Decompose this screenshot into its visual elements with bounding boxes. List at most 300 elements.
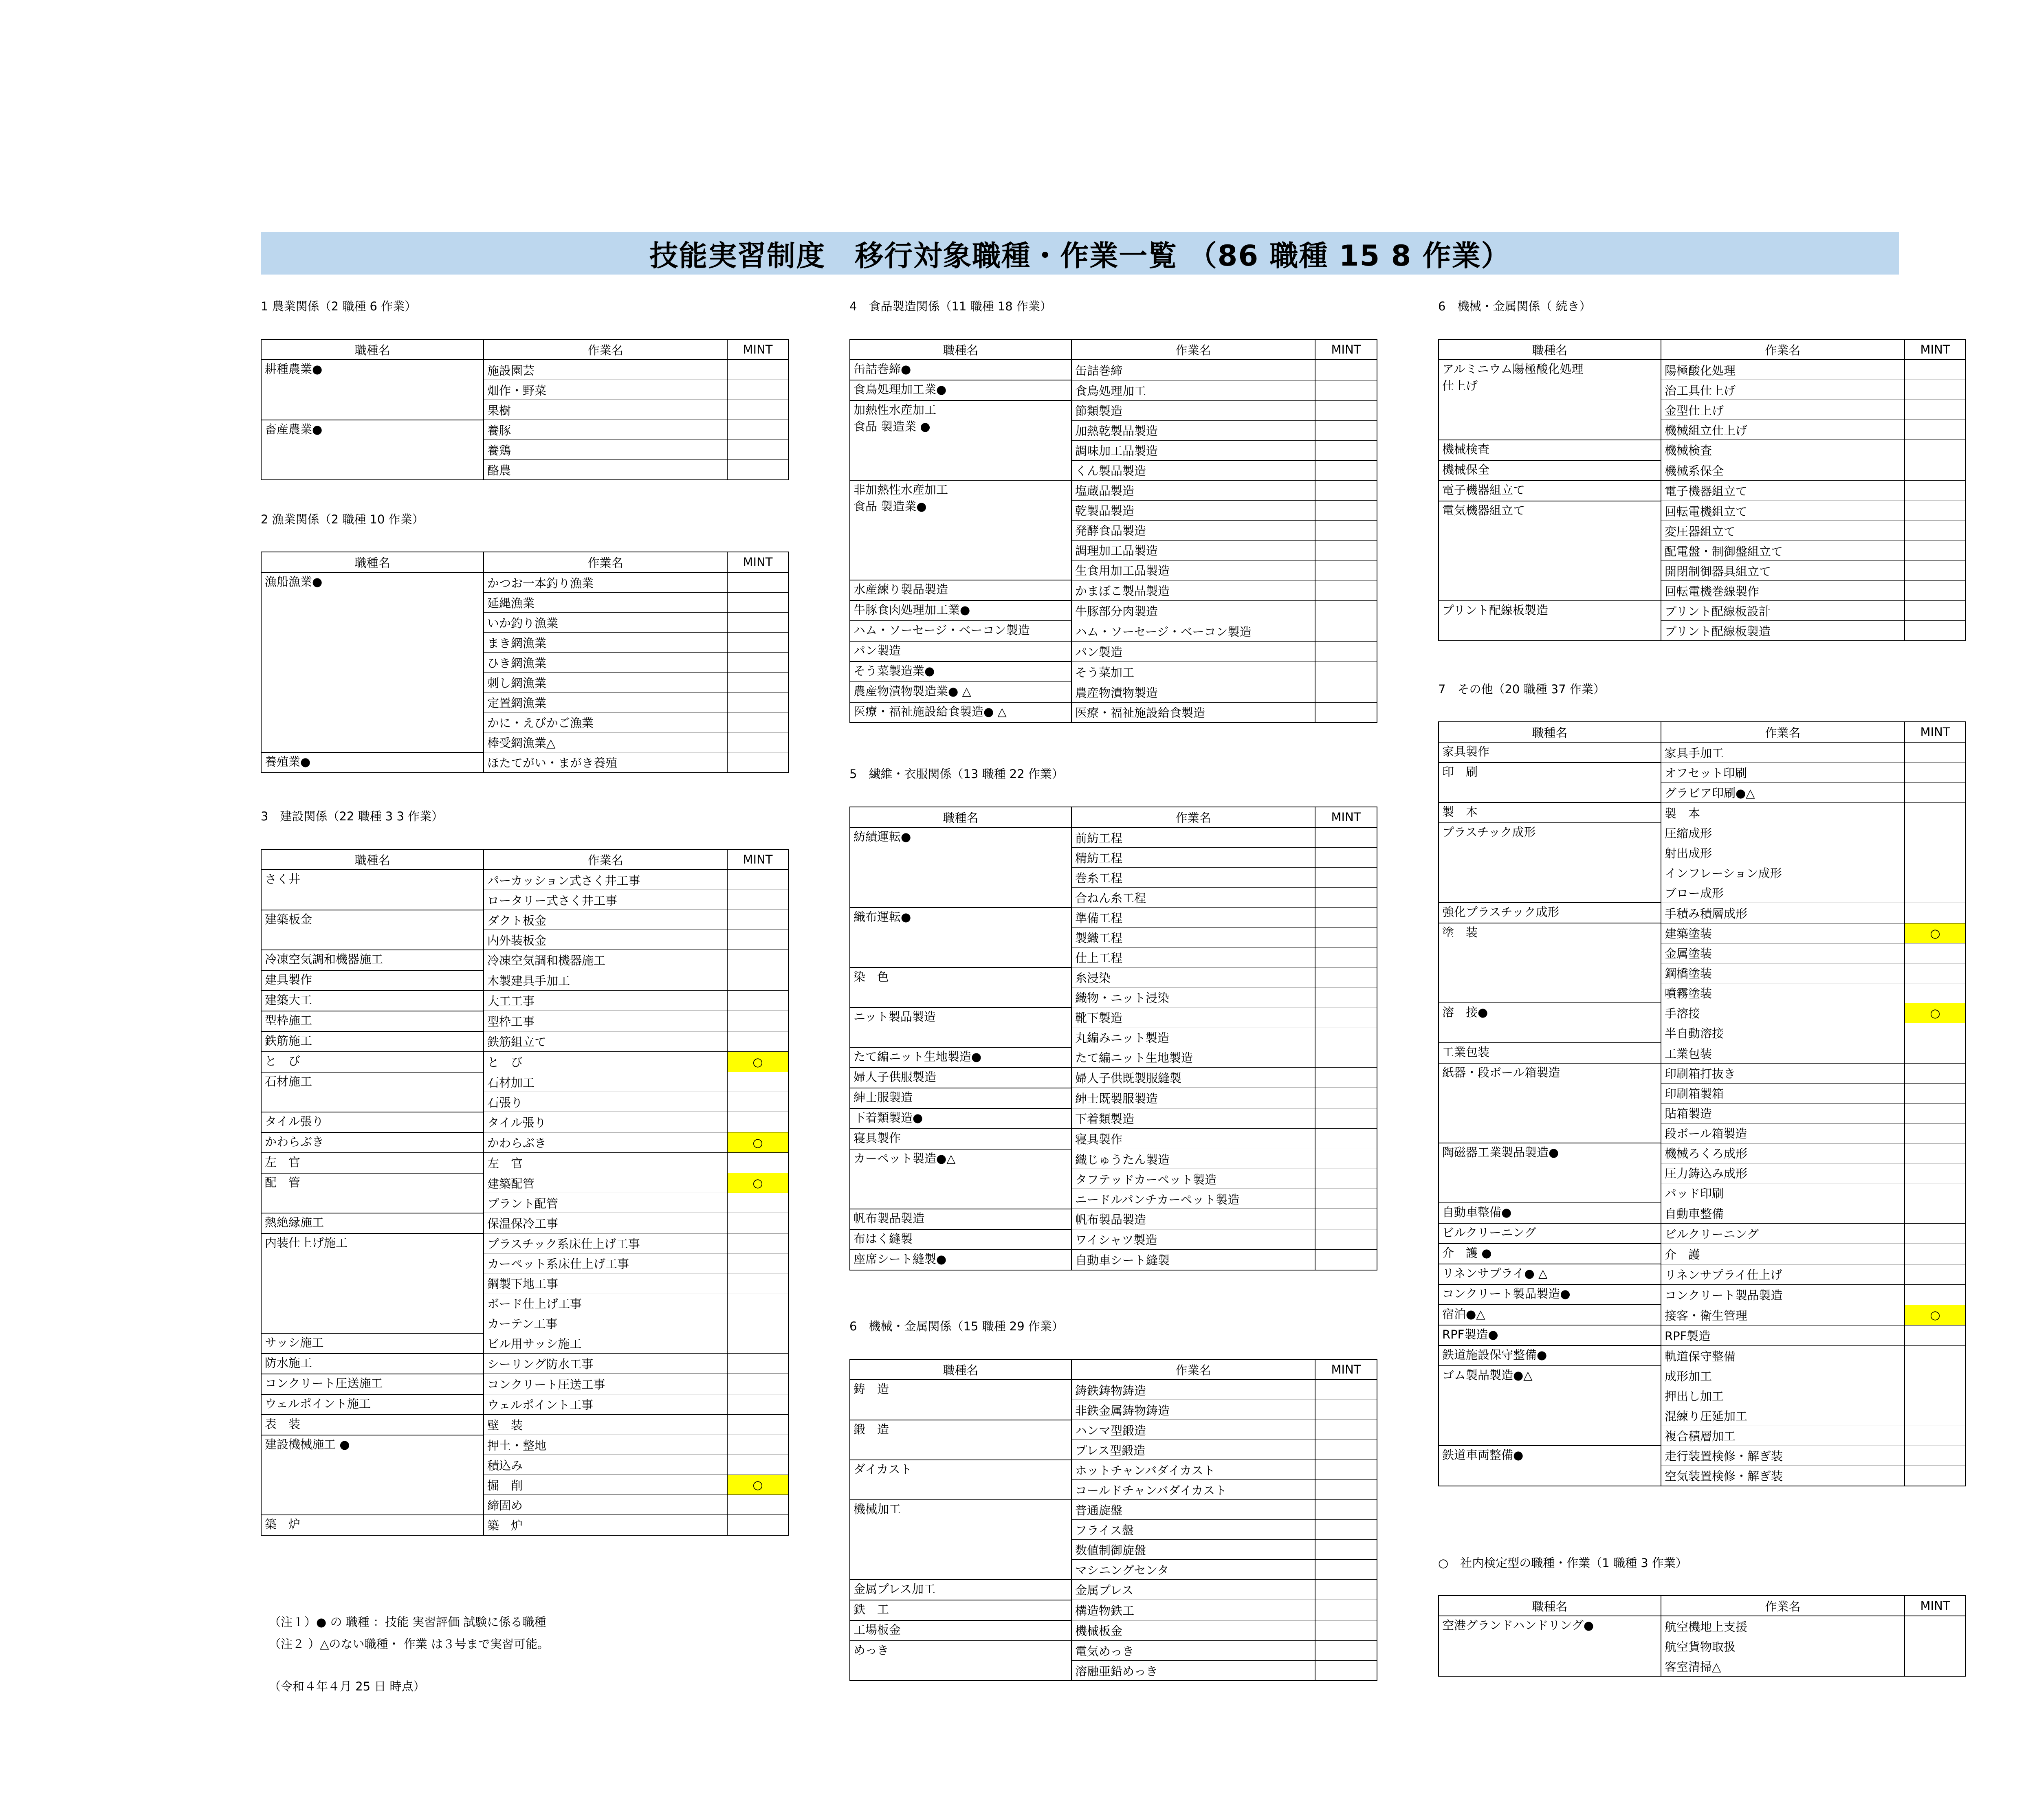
mint-cell — [727, 380, 788, 400]
work-name-cell: 生食用加工品製造 — [1071, 560, 1315, 580]
header-mint: MINT — [1315, 1359, 1377, 1380]
work-name-cell: 節類製造 — [1071, 400, 1315, 420]
work-name-cell: 婦人子供既製服縫製 — [1071, 1068, 1315, 1088]
mint-cell — [1315, 580, 1377, 600]
work-name-cell: 壁 装 — [484, 1415, 727, 1435]
table-row — [850, 967, 1377, 987]
job-name-cell: 金属プレス加工 — [850, 1580, 1071, 1600]
mint-cell — [1905, 802, 1966, 823]
table-row — [1439, 923, 1966, 943]
work-name-cell: ブロー成形 — [1661, 883, 1905, 903]
work-name-cell: 加熱乾製品製造 — [1071, 420, 1315, 440]
mint-cell — [727, 752, 788, 773]
table-row — [850, 1047, 1377, 1068]
job-name-cell: 築 炉 — [261, 1515, 484, 1535]
table-row — [261, 1011, 788, 1031]
job-name-cell: RPF製造● — [1439, 1325, 1661, 1345]
work-name-cell: コンクリート製品製造 — [1661, 1284, 1905, 1305]
table-row — [1439, 1063, 1966, 1083]
mint-cell — [1315, 1189, 1377, 1209]
table-row — [261, 1233, 788, 1253]
mint-cell — [727, 360, 788, 380]
job-name-cell: 塗 装 — [1439, 923, 1661, 1003]
table-row — [1439, 360, 1966, 380]
table-row — [850, 702, 1377, 723]
table-row — [261, 1072, 788, 1092]
work-name-cell: フライス盤 — [1071, 1520, 1315, 1540]
mint-cell — [1315, 1600, 1377, 1620]
mint-cell — [1905, 1123, 1966, 1143]
mint-cell — [1315, 440, 1377, 460]
work-name-cell: 走行装置検修・解ぎ装 — [1661, 1446, 1905, 1466]
header-job-name: 職種名 — [850, 1359, 1071, 1380]
table-row — [261, 420, 788, 440]
mint-cell — [727, 991, 788, 1011]
table-row — [1439, 1305, 1966, 1325]
work-name-cell: RPF製造 — [1661, 1325, 1905, 1345]
section-title: 4 食品製造関係（11 職種 18 作業） — [849, 299, 1052, 313]
header-mint: MINT — [1905, 722, 1966, 742]
work-name-cell: 棒受網漁業△ — [484, 732, 727, 752]
work-name-cell: 大工工事 — [484, 991, 727, 1011]
work-name-cell: 普通旋盤 — [1071, 1500, 1315, 1520]
table-row — [261, 1052, 788, 1072]
job-name-cell: 空港グランドハンドリング● — [1439, 1616, 1661, 1676]
mint-cell — [727, 1415, 788, 1435]
mint-cell — [727, 572, 788, 593]
work-name-cell: プリント配線板製造 — [1661, 621, 1905, 641]
work-name-cell: まき網漁業 — [484, 633, 727, 653]
mint-cell — [1905, 1143, 1966, 1163]
section-title: 2 漁業関係（2 職種 10 作業） — [261, 512, 424, 526]
work-name-cell: 織物・ニット浸染 — [1071, 987, 1315, 1007]
job-name-cell: 鋳 造 — [850, 1380, 1071, 1420]
mint-cell — [727, 1031, 788, 1052]
header-mint: MINT — [1315, 807, 1377, 827]
table-header-row — [1439, 1596, 1966, 1616]
mint-cell — [1315, 1440, 1377, 1460]
mint-cell — [727, 633, 788, 653]
table-row — [850, 908, 1377, 928]
work-name-cell: マシニングセンタ — [1071, 1560, 1315, 1580]
work-name-cell: 工業包装 — [1661, 1043, 1905, 1063]
work-name-cell: 治工具仕上げ — [1661, 380, 1905, 400]
job-name-cell: 熱絶縁施工 — [261, 1213, 484, 1233]
table-row — [1439, 601, 1966, 621]
work-name-cell: 噴霧塗装 — [1661, 983, 1905, 1003]
work-name-cell: 施設園芸 — [484, 360, 727, 380]
job-name-cell: 工場板金 — [850, 1620, 1071, 1641]
mint-cell — [1905, 1103, 1966, 1123]
mint-cell — [1905, 541, 1966, 561]
work-name-cell: リネンサプライ仕上げ — [1661, 1264, 1905, 1284]
work-name-cell: かまぼこ製品製造 — [1071, 580, 1315, 600]
mint-cell — [727, 870, 788, 890]
mint-cell — [1905, 360, 1966, 380]
table-row — [850, 641, 1377, 662]
work-name-cell: 農産物漬物製造 — [1071, 682, 1315, 702]
work-name-cell: 圧力鋳込み成形 — [1661, 1163, 1905, 1183]
job-name-cell: 鉄筋施工 — [261, 1031, 484, 1052]
mint-cell — [1315, 967, 1377, 987]
work-name-cell: カーテン工事 — [484, 1313, 727, 1333]
work-name-cell: 押土・整地 — [484, 1435, 727, 1455]
work-name-cell: 半自動溶接 — [1661, 1023, 1905, 1043]
mint-cell — [727, 890, 788, 910]
section-title: ○ 社内検定型の職種・作業（1 職種 3 作業） — [1438, 1556, 1687, 1570]
job-name-cell: 配 管 — [261, 1173, 484, 1213]
work-name-cell: 印刷箱製箱 — [1661, 1083, 1905, 1103]
work-name-cell: カーペット系床仕上げ工事 — [484, 1253, 727, 1273]
work-name-cell: プラント配管 — [484, 1193, 727, 1213]
mint-cell — [1905, 1183, 1966, 1203]
work-name-cell: 精紡工程 — [1071, 848, 1315, 868]
mint-cell — [1905, 1325, 1966, 1345]
mint-cell — [1315, 460, 1377, 480]
job-name-cell: 電子機器組立て — [1439, 481, 1661, 501]
mint-cell — [1315, 1149, 1377, 1169]
work-name-cell: 保温保冷工事 — [484, 1213, 727, 1233]
table-row — [850, 360, 1377, 380]
mint-cell — [1905, 1043, 1966, 1063]
table-row — [261, 991, 788, 1011]
table-row — [850, 1250, 1377, 1270]
job-name-cell: 建設機械施工 ● — [261, 1435, 484, 1515]
work-name-cell: 機械板金 — [1071, 1620, 1315, 1641]
mint-cell — [727, 1153, 788, 1173]
table-row — [850, 1007, 1377, 1027]
mint-cell: ○ — [727, 1475, 788, 1495]
job-table — [849, 1359, 1377, 1681]
work-name-cell: 食鳥処理加工 — [1071, 380, 1315, 400]
work-name-cell: 鋼橋塗装 — [1661, 963, 1905, 983]
work-name-cell: 巻糸工程 — [1071, 868, 1315, 888]
work-name-cell: 建築塗装 — [1661, 923, 1905, 943]
header-mint: MINT — [1905, 1596, 1966, 1616]
work-name-cell: 介 護 — [1661, 1244, 1905, 1264]
mint-cell — [1315, 1088, 1377, 1108]
mint-cell — [1905, 983, 1966, 1003]
job-name-cell: 織布運転● — [850, 908, 1071, 967]
mint-cell — [727, 732, 788, 752]
section-title: 6 機械・金属関係（15 職種 29 作業） — [849, 1319, 1064, 1333]
work-name-cell: 刺し網漁業 — [484, 673, 727, 692]
job-name-cell: 強化プラスチック成形 — [1439, 903, 1661, 923]
work-name-cell: ボード仕上げ工事 — [484, 1293, 727, 1313]
mint-cell — [1905, 742, 1966, 763]
header-work-name: 作業名 — [1661, 722, 1905, 742]
work-name-cell: 寝具製作 — [1071, 1129, 1315, 1149]
mint-cell: ○ — [1905, 1305, 1966, 1325]
mint-cell — [1315, 500, 1377, 520]
table-row — [1439, 763, 1966, 783]
table-row — [1439, 1446, 1966, 1466]
mint-cell — [727, 1213, 788, 1233]
work-name-cell: 畑作・野菜 — [484, 380, 727, 400]
section-title: 5 繊維・衣服関係（13 職種 22 作業） — [849, 767, 1064, 781]
work-name-cell: 製織工程 — [1071, 928, 1315, 947]
header-work-name: 作業名 — [1071, 1359, 1315, 1380]
job-table — [261, 849, 789, 1536]
job-table — [1438, 721, 1966, 1486]
job-name-cell: 医療・福祉施設給食製造● △ — [850, 702, 1071, 723]
work-name-cell: 型枠工事 — [484, 1011, 727, 1031]
mint-cell — [1905, 843, 1966, 863]
mint-cell — [1315, 1400, 1377, 1420]
mint-cell — [1315, 1380, 1377, 1400]
work-name-cell: 積込み — [484, 1455, 727, 1475]
section-title: 1 農業関係（2 職種 6 作業） — [261, 299, 417, 313]
job-name-cell: 内装仕上げ施工 — [261, 1233, 484, 1333]
job-name-cell: 漁船漁業● — [261, 572, 484, 752]
mint-cell — [1905, 1284, 1966, 1305]
job-table — [1438, 1595, 1966, 1677]
work-name-cell: 帆布製品製造 — [1071, 1209, 1315, 1229]
job-name-cell: さく井 — [261, 870, 484, 910]
job-name-cell: 宿泊●△ — [1439, 1305, 1661, 1325]
mint-cell — [1905, 1426, 1966, 1446]
work-name-cell: 仕上工程 — [1071, 947, 1315, 967]
mint-cell — [1905, 1083, 1966, 1103]
header-work-name: 作業名 — [484, 849, 727, 870]
job-name-cell: 機械保全 — [1439, 460, 1661, 481]
mint-cell — [1315, 360, 1377, 380]
mint-cell — [1315, 947, 1377, 967]
work-name-cell: ビル用サッシ施工 — [484, 1333, 727, 1354]
mint-cell — [727, 1011, 788, 1031]
work-name-cell: 配電盤・制御盤組立て — [1661, 541, 1905, 561]
table-row — [1439, 481, 1966, 501]
work-name-cell: そう菜加工 — [1071, 662, 1315, 682]
work-name-cell: 調味加工品製造 — [1071, 440, 1315, 460]
mint-cell — [727, 673, 788, 692]
table-row — [1439, 1264, 1966, 1284]
job-name-cell: ゴム製品製造●△ — [1439, 1366, 1661, 1446]
work-name-cell: 酪農 — [484, 460, 727, 480]
mint-cell — [1905, 1446, 1966, 1466]
mint-cell — [1315, 480, 1377, 500]
work-name-cell: 構造物鉄工 — [1071, 1600, 1315, 1620]
mint-cell — [1905, 1366, 1966, 1386]
work-name-cell: プリント配線板設計 — [1661, 601, 1905, 621]
mint-cell — [1905, 501, 1966, 521]
work-name-cell: 金属プレス — [1071, 1580, 1315, 1600]
work-name-cell: タイル張り — [484, 1112, 727, 1132]
job-name-cell: 座席シート縫製● — [850, 1250, 1071, 1270]
job-name-cell: リネンサプライ● △ — [1439, 1264, 1661, 1284]
work-name-cell: たて編ニット生地製造 — [1071, 1047, 1315, 1068]
job-name-cell: 食鳥処理加工業● — [850, 380, 1071, 400]
mint-cell — [727, 1354, 788, 1374]
mint-cell — [727, 1333, 788, 1354]
job-name-cell: 加熱性水産加工 食品 製造業 ● — [850, 400, 1071, 480]
job-name-cell: ビルクリーニング — [1439, 1223, 1661, 1244]
job-name-cell: 鉄 工 — [850, 1600, 1071, 1620]
table-row — [1439, 1203, 1966, 1223]
header-work-name: 作業名 — [1071, 807, 1315, 827]
work-name-cell: 貼箱製造 — [1661, 1103, 1905, 1123]
work-name-cell: 機械ろくろ成形 — [1661, 1143, 1905, 1163]
job-name-cell: 紙器・段ボール箱製造 — [1439, 1063, 1661, 1143]
header-work-name: 作業名 — [484, 339, 727, 360]
mint-cell — [1315, 1129, 1377, 1149]
table-row — [850, 1580, 1377, 1600]
mint-cell — [1905, 1223, 1966, 1244]
table-header-row — [261, 552, 788, 572]
mint-cell — [727, 910, 788, 930]
work-name-cell: 回転電機組立て — [1661, 501, 1905, 521]
table-row — [1439, 501, 1966, 521]
mint-cell — [1315, 868, 1377, 888]
work-name-cell: 締固め — [484, 1495, 727, 1515]
table-row — [261, 1354, 788, 1374]
job-name-cell: 鉄道施設保守整備● — [1439, 1345, 1661, 1366]
header-mint: MINT — [1315, 339, 1377, 360]
header-mint: MINT — [727, 849, 788, 870]
mint-cell — [1315, 908, 1377, 928]
work-name-cell: 圧縮成形 — [1661, 823, 1905, 843]
table-row — [850, 682, 1377, 702]
work-name-cell: 手溶接 — [1661, 1003, 1905, 1023]
work-name-cell: 軌道保守整備 — [1661, 1345, 1905, 1366]
table-row — [850, 662, 1377, 682]
mint-cell — [727, 1313, 788, 1333]
mint-cell — [1905, 1063, 1966, 1083]
work-name-cell: 建築配管 — [484, 1173, 727, 1193]
mint-cell — [1905, 1163, 1966, 1183]
table-header-row — [261, 339, 788, 360]
work-name-cell: タフテッドカーペット製造 — [1071, 1169, 1315, 1189]
job-name-cell: と び — [261, 1052, 484, 1072]
table-row — [1439, 1043, 1966, 1063]
job-name-cell: 畜産農業● — [261, 420, 484, 480]
mint-cell: ○ — [727, 1052, 788, 1072]
job-name-cell: 耕種農業● — [261, 360, 484, 420]
work-name-cell: 成形加工 — [1661, 1366, 1905, 1386]
work-name-cell: 木製建具手加工 — [484, 970, 727, 991]
work-name-cell: 丸編みニット製造 — [1071, 1027, 1315, 1047]
job-name-cell: 紳士服製造 — [850, 1088, 1071, 1108]
job-name-cell: 非加熱性水産加工 食品 製造業● — [850, 480, 1071, 580]
table-row — [261, 1374, 788, 1394]
mint-cell — [727, 1112, 788, 1132]
work-name-cell: 製 本 — [1661, 802, 1905, 823]
mint-cell — [1905, 601, 1966, 621]
table-row — [1439, 1284, 1966, 1305]
work-name-cell: 発酵食品製造 — [1071, 520, 1315, 540]
table-header-row — [1439, 722, 1966, 742]
mint-cell — [1905, 883, 1966, 903]
work-name-cell: ホットチャンバダイカスト — [1071, 1460, 1315, 1480]
job-name-cell: 養殖業● — [261, 752, 484, 773]
job-name-cell: コンクリート製品製造● — [1439, 1284, 1661, 1305]
mint-cell — [727, 1253, 788, 1273]
table-row — [850, 1149, 1377, 1169]
table-header-row — [1439, 339, 1966, 360]
mint-cell — [727, 1455, 788, 1475]
work-name-cell: 冷凍空気調和機器施工 — [484, 950, 727, 970]
mint-cell — [727, 950, 788, 970]
work-name-cell: グラビア印刷●△ — [1661, 783, 1905, 802]
table-row — [850, 580, 1377, 600]
table-row — [1439, 1223, 1966, 1244]
job-name-cell: パン製造 — [850, 641, 1071, 662]
mint-cell — [1315, 1229, 1377, 1250]
table-row — [850, 1500, 1377, 1520]
table-row — [1439, 440, 1966, 460]
work-name-cell: 金属塗装 — [1661, 943, 1905, 963]
mint-cell — [727, 1193, 788, 1213]
mint-cell — [1905, 1023, 1966, 1043]
mint-cell — [1315, 1068, 1377, 1088]
job-name-cell: めっき — [850, 1641, 1071, 1681]
job-name-cell: プラスチック成形 — [1439, 823, 1661, 903]
table-header-row — [850, 339, 1377, 360]
mint-cell: ○ — [727, 1132, 788, 1153]
header-job-name: 職種名 — [1439, 339, 1661, 360]
job-name-cell: タイル張り — [261, 1112, 484, 1132]
header-mint: MINT — [727, 339, 788, 360]
work-name-cell: 回転電機巻線製作 — [1661, 581, 1905, 601]
table-row — [850, 1620, 1377, 1641]
table-row — [1439, 903, 1966, 923]
mint-cell — [1315, 1420, 1377, 1440]
job-name-cell: 防水施工 — [261, 1354, 484, 1374]
table-row — [1439, 823, 1966, 843]
table-row — [850, 1641, 1377, 1661]
job-name-cell: カーペット製造●△ — [850, 1149, 1071, 1209]
table-row — [261, 572, 788, 593]
job-name-cell: 介 護 ● — [1439, 1244, 1661, 1264]
mint-cell: ○ — [1905, 923, 1966, 943]
mint-cell — [1315, 1007, 1377, 1027]
work-name-cell: 接客・衛生管理 — [1661, 1305, 1905, 1325]
mint-cell — [1315, 560, 1377, 580]
mint-cell — [1315, 1250, 1377, 1270]
work-name-cell: かに・えびかご漁業 — [484, 712, 727, 732]
mint-cell — [727, 1435, 788, 1455]
work-name-cell: ウェルポイント工事 — [484, 1394, 727, 1415]
work-name-cell: くん製品製造 — [1071, 460, 1315, 480]
work-name-cell: 自動車整備 — [1661, 1203, 1905, 1223]
work-name-cell: 押出し加工 — [1661, 1386, 1905, 1406]
work-name-cell: 段ボール箱製造 — [1661, 1123, 1905, 1143]
mint-cell: ○ — [727, 1173, 788, 1193]
work-name-cell: 手積み積層成形 — [1661, 903, 1905, 923]
mint-cell — [1905, 963, 1966, 983]
table-row — [850, 1420, 1377, 1440]
mint-cell — [1315, 1480, 1377, 1500]
mint-cell — [1315, 540, 1377, 560]
work-name-cell: 石張り — [484, 1092, 727, 1112]
work-name-cell: ロータリー式さく井工事 — [484, 890, 727, 910]
mint-cell — [727, 653, 788, 673]
table-row — [850, 1209, 1377, 1229]
work-name-cell: 缶詰巻締 — [1071, 360, 1315, 380]
mint-cell — [727, 970, 788, 991]
work-name-cell: 掘 削 — [484, 1475, 727, 1495]
work-name-cell: 調理加工品製造 — [1071, 540, 1315, 560]
work-name-cell: オフセット印刷 — [1661, 763, 1905, 783]
job-name-cell: 下着類製造● — [850, 1108, 1071, 1129]
job-name-cell: たて編ニット生地製造● — [850, 1047, 1071, 1068]
work-name-cell: 機械検査 — [1661, 440, 1905, 460]
table-row — [850, 1068, 1377, 1088]
job-name-cell: そう菜製造業● — [850, 662, 1071, 682]
header-job-name: 職種名 — [1439, 722, 1661, 742]
table-header-row — [850, 807, 1377, 827]
table-row — [261, 1031, 788, 1052]
